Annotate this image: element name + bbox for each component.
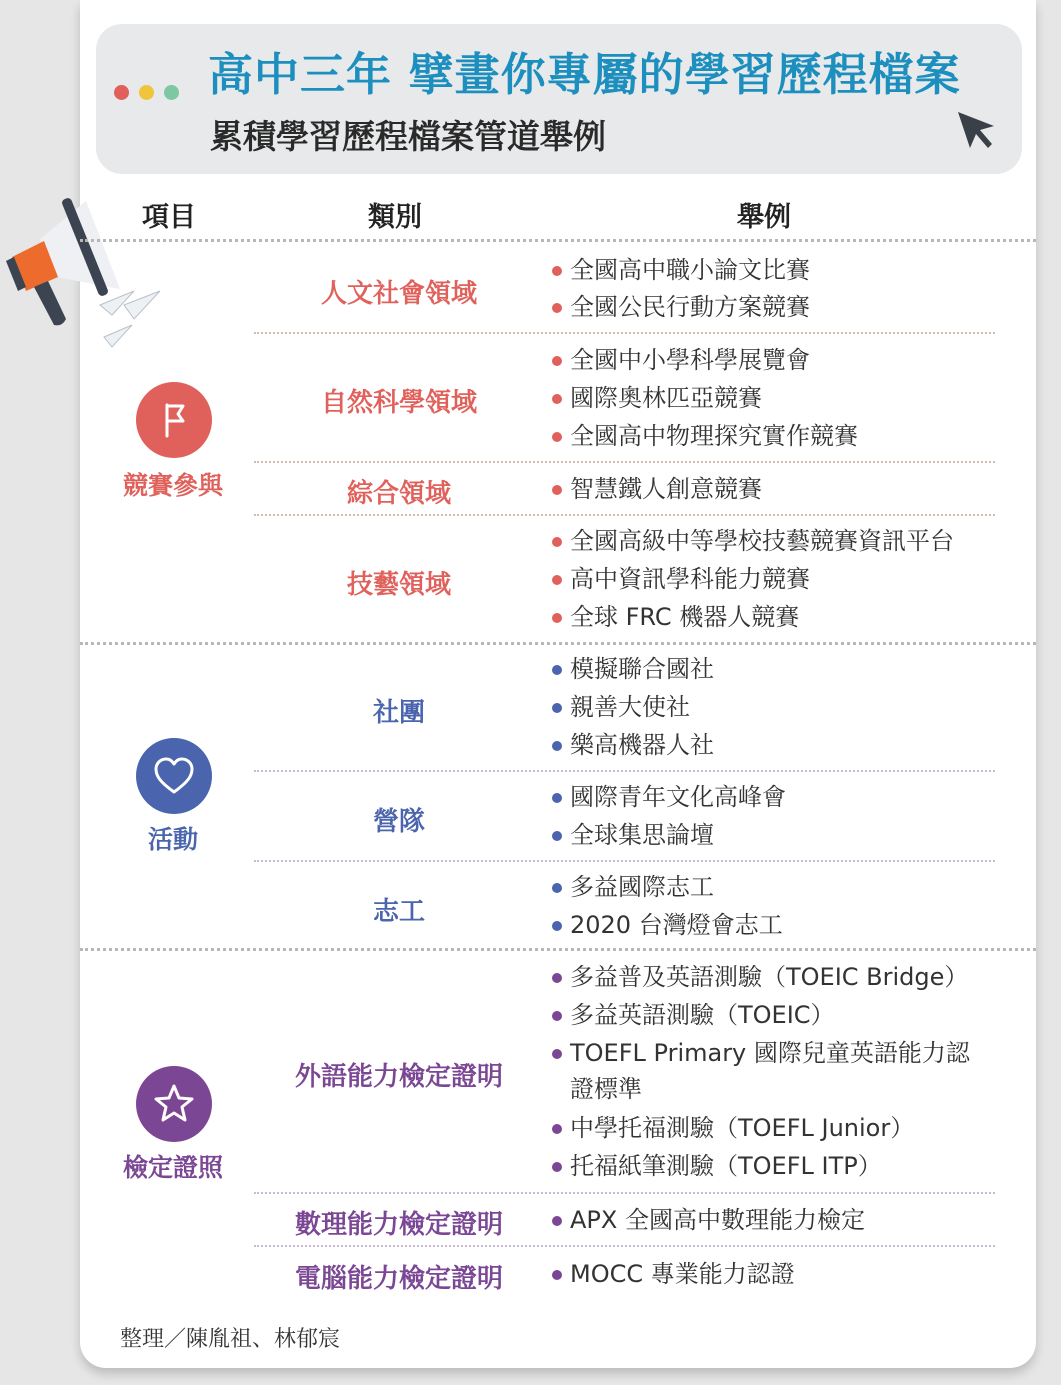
red-dot-icon <box>114 85 129 100</box>
list-item: 國際青年文化高峰會 <box>552 782 786 812</box>
list-item: 高中資訊學科能力競賽 <box>552 564 810 594</box>
yellow-dot-icon <box>139 85 154 100</box>
column-header-item: 項目 <box>142 202 196 233</box>
category-integrated: 綜合領域 <box>346 479 451 509</box>
list-item: 全球 FRC 機器人競賽 <box>552 602 799 632</box>
header-divider <box>80 239 1036 242</box>
star-icon <box>136 1066 212 1142</box>
category-computer: 電腦能力檢定證明 <box>294 1264 503 1294</box>
list-item: 全國公民行動方案競賽 <box>552 292 810 322</box>
list-item: TOEFL Primary 國際兒童英語能力認 <box>552 1038 970 1068</box>
group-label-competition: 競賽參與 <box>122 471 223 500</box>
list-item: 托福紙筆測驗（TOEFL ITP） <box>552 1151 882 1181</box>
category-natural-science: 自然科學領域 <box>320 388 477 418</box>
list-item: 多益國際志工 <box>552 872 714 902</box>
list-item: 多益普及英語測驗（TOEIC Bridge） <box>552 962 968 992</box>
list-item: 國際奧林匹亞競賽 <box>552 383 762 413</box>
list-item: 2020 台灣燈會志工 <box>552 910 783 940</box>
category-technical-arts: 技藝領域 <box>346 570 451 600</box>
row-divider <box>254 1192 995 1194</box>
list-item: 智慧鐵人創意競賽 <box>552 474 762 504</box>
list-item: 樂高機器人社 <box>552 730 714 760</box>
heart-icon <box>136 738 212 814</box>
category-volunteer: 志工 <box>372 897 425 927</box>
list-item: 多益英語測驗（TOEIC） <box>552 1000 835 1030</box>
category-humanities: 人文社會領域 <box>320 279 477 309</box>
list-item: MOCC 專業能力認證 <box>552 1259 795 1289</box>
list-item: 全國中小學科學展覽會 <box>552 345 810 375</box>
category-camps: 營隊 <box>372 807 425 837</box>
group-label-activities: 活動 <box>147 825 198 854</box>
column-header-example: 舉例 <box>737 202 791 233</box>
list-item-continuation: 證標準 <box>570 1075 642 1103</box>
row-divider <box>254 461 995 463</box>
list-item: 全球集思論壇 <box>552 820 714 850</box>
list-item: 全國高級中等學校技藝競賽資訊平台 <box>552 526 954 556</box>
flag-icon <box>136 382 212 458</box>
list-item: 全國高中物理探究實作競賽 <box>552 421 858 451</box>
row-divider <box>254 514 995 516</box>
list-item: APX 全國高中數理能力檢定 <box>552 1205 865 1235</box>
row-divider <box>254 1245 995 1247</box>
column-header-category: 類別 <box>368 202 422 233</box>
list-item: 模擬聯合國社 <box>552 654 714 684</box>
cursor-arrow-icon <box>956 110 998 152</box>
group-label-certification: 檢定證照 <box>122 1153 223 1182</box>
credit-line: 整理／陳胤祖、林郁宸 <box>120 1327 341 1352</box>
row-divider <box>254 332 995 334</box>
list-item: 親善大使社 <box>552 692 690 722</box>
page-subtitle: 累積學習歷程檔案管道舉例 <box>210 117 606 156</box>
page-title: 高中三年 擘畫你專屬的學習歷程檔案 <box>208 48 961 101</box>
row-divider <box>254 860 995 862</box>
row-divider <box>254 770 995 772</box>
list-item: 中學托福測驗（TOEFL Junior） <box>552 1113 914 1143</box>
green-dot-icon <box>164 85 179 100</box>
list-item: 全國高中職小論文比賽 <box>552 255 810 285</box>
group-divider <box>80 948 1036 951</box>
category-math-science: 數理能力檢定證明 <box>294 1210 503 1240</box>
category-clubs: 社團 <box>372 698 425 728</box>
group-divider <box>80 642 1036 645</box>
category-foreign-language: 外語能力檢定證明 <box>294 1062 503 1092</box>
